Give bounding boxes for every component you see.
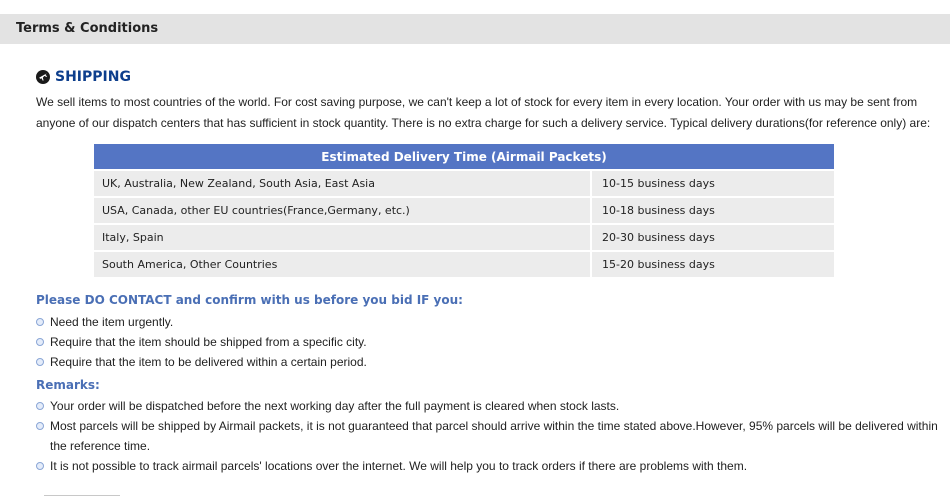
shipping-intro [36,92,936,133]
contact-heading: Please DO CONTACT and confirm with us before you bid IF you: [36,293,463,307]
shipping-section-heading [36,68,131,86]
delivery-time-cell: 10-15 business days [592,169,834,196]
list-item-text: Require that the item to be delivered within a certain period. [50,355,367,369]
table-caption: Estimated Delivery Time (Airmail Packets) [94,144,834,169]
delivery-time-table [94,144,834,277]
list-item [36,352,367,372]
delivery-time-cell: 10-18 business days [592,196,834,223]
region-cell: South America, Other Countries [94,250,592,277]
bullet-circle-icon [36,422,44,430]
shipping-title: SHIPPING [55,69,131,85]
list-item [36,312,367,332]
page-title: Terms & Conditions [16,21,159,36]
region-cell: USA, Canada, other EU countries(France,Germany, etc.) [94,196,592,223]
intro-line: We sell items to most countries of the world. For cost saving purpose, we can't keep a lot of stock for every item in every location. Your order with us may be sent from [36,95,918,109]
table-row [94,169,834,196]
list-item [36,332,367,352]
bullet-circle-icon [36,462,44,470]
table-row [94,250,834,277]
region-cell: UK, Australia, New Zealand, South Asia, East Asia [94,169,592,196]
list-item [36,396,950,416]
bullet-circle-icon [36,338,44,346]
list-item [36,416,950,456]
table-row [94,196,834,223]
list-item-text: Your order will be dispatched before the next working day after the full payment is cleared when stock lasts. [50,399,620,413]
bullet-circle-icon [36,318,44,326]
list-item-text: Require that the item should be shipped from a specific city. [50,335,367,349]
delivery-time-cell: 20-30 business days [592,223,834,250]
next-section-divider [44,495,120,500]
table-row [94,223,834,250]
remarks-list [36,396,950,476]
table-header-row [94,144,834,169]
bullet-circle-icon [36,402,44,410]
airplane-icon [36,70,50,84]
bullet-circle-icon [36,358,44,366]
list-item [36,456,950,476]
remarks-heading: Remarks: [36,378,100,392]
contact-list [36,312,367,372]
intro-line: anyone of our dispatch centers that has sufficient in stock quantity. There is no extra charge for such a delivery service. Typical delivery durations(for reference only) are: [36,115,931,130]
list-item-text: It is not possible to track airmail parcels' locations over the internet. We will help you to track orders if there are problems with them. [50,459,748,473]
delivery-time-cell: 15-20 business days [592,250,834,277]
region-cell: Italy, Spain [94,223,592,250]
list-item-text: Need the item urgently. [50,315,174,329]
list-item-text: Most parcels will be shipped by Airmail packets, it is not guaranteed that parcel should arrive within the time stated above.However, 95% parcels will be delivered within the reference time. [50,419,938,453]
terms-header-bar [0,14,950,44]
